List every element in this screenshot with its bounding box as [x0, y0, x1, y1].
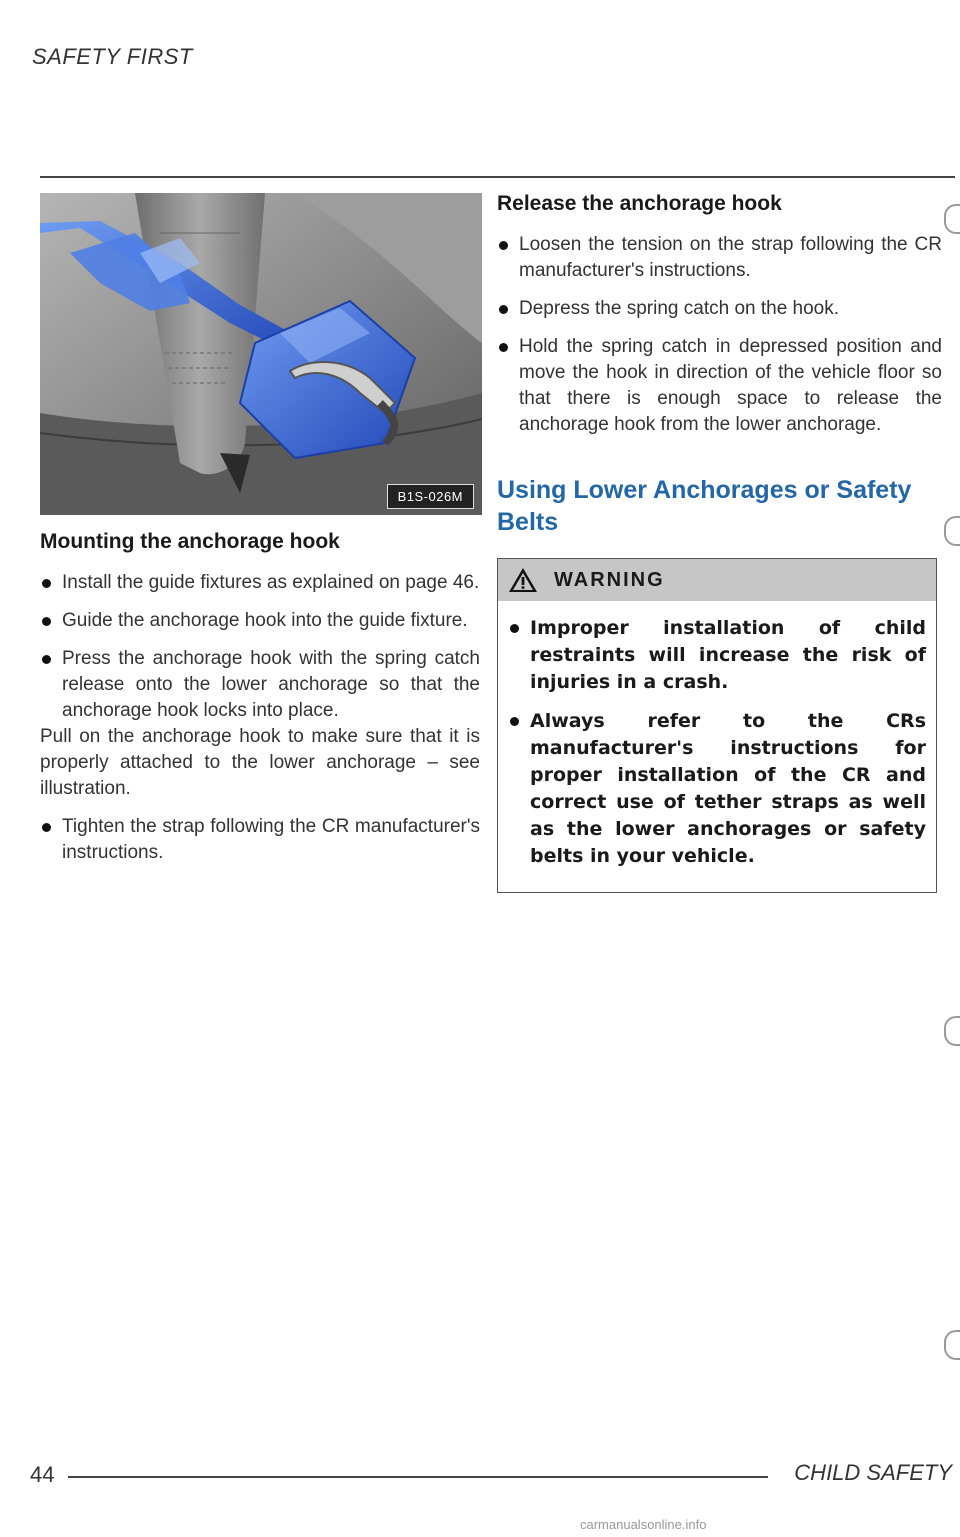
release-step-2: Depress the spring catch on the hook.	[497, 296, 942, 322]
release-step-3: Hold the spring catch in depressed position and move the hook in direction of the vehicle floor so that there is enough space to release the anchorage hook from the lower anchorage.	[497, 334, 942, 438]
release-heading: Release the anchorage hook	[497, 192, 782, 215]
section-title: Using Lower Anchorages or Safety Belts	[497, 476, 912, 536]
watermark: carmanualsonline.info	[580, 1517, 707, 1532]
margin-mark	[944, 1330, 960, 1360]
release-step-1: Loosen the tension on the strap following the CR manufacturer's instructions.	[497, 232, 942, 284]
warning-item-1: Improper installation of child restraints will increase the risk of injuries in a crash.	[508, 615, 926, 696]
mounting-section	[40, 530, 480, 878]
warning-body	[498, 601, 936, 892]
anchorage-hook-illustration	[40, 193, 482, 515]
mounting-step-1: Install the guide fixtures as explained on page 46.	[40, 570, 480, 596]
figure-code-label: B1S-026M	[387, 484, 474, 509]
warning-item-2: Always refer to the CRs manufacturer's instructions for proper installation of the CR and correct use of tether straps as well as the lower anchorages or safety belts in your vehicle.	[508, 708, 926, 870]
margin-mark	[944, 204, 960, 234]
header-rule	[40, 176, 955, 178]
footer-rule	[68, 1476, 768, 1478]
mounting-step-3-continuation: Pull on the anchorage hook to make sure that it is properly attached to the lower anchorage – see illustration.	[40, 726, 480, 799]
mounting-heading: Mounting the anchorage hook	[40, 530, 340, 553]
mounting-step-2: Guide the anchorage hook into the guide fixture.	[40, 608, 480, 634]
running-header: SAFETY FIRST	[32, 44, 193, 69]
page-number: 44	[30, 1462, 55, 1487]
mounting-step-4: Tighten the strap following the CR manufacturer's instructions.	[40, 814, 480, 866]
warning-triangle-icon	[508, 567, 538, 593]
mounting-step-3: Press the anchorage hook with the spring catch release onto the lower anchorage so that the anchorage hook locks into place.	[40, 646, 480, 724]
illustration-graphic	[40, 193, 482, 515]
margin-mark	[944, 516, 960, 546]
warning-title: WARNING	[554, 568, 665, 591]
running-footer: CHILD SAFETY	[794, 1460, 952, 1485]
release-section	[497, 192, 942, 893]
margin-mark	[944, 1016, 960, 1046]
warning-box	[497, 558, 937, 893]
warning-header	[498, 559, 936, 601]
